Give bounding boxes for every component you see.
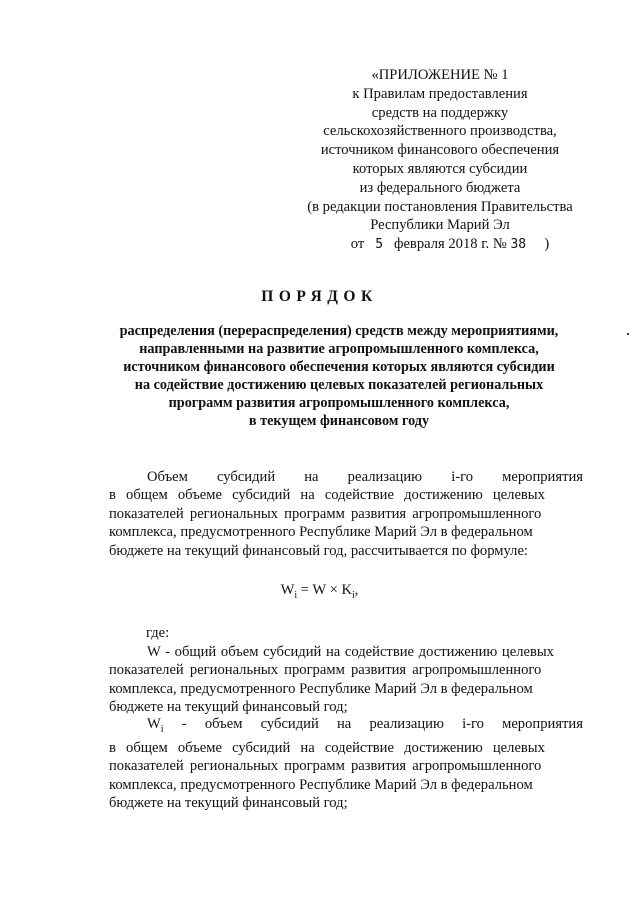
appendix-line: сельскохозяйственного производства, bbox=[323, 123, 557, 140]
formula bbox=[0, 582, 639, 601]
definition-w bbox=[109, 643, 583, 717]
paragraph-line bbox=[109, 468, 583, 486]
paragraph-line: показателей региональных программ развития агропромышленного bbox=[109, 758, 542, 775]
where-label: где: bbox=[146, 625, 170, 641]
date-day: 5 bbox=[375, 237, 384, 253]
appendix-line: из федерального бюджета bbox=[359, 179, 521, 196]
word: реализацию bbox=[369, 716, 444, 732]
paragraph-line: бюджете на текущий финансовый год, рассчитывается по формуле: bbox=[109, 542, 528, 559]
appendix-line: источником финансового обеспечения bbox=[320, 142, 560, 159]
date-close: ) bbox=[544, 236, 550, 253]
formula-rhs-sub: i bbox=[351, 590, 355, 601]
subtitle-line: источником финансового обеспечения которых являются субсидии bbox=[123, 359, 555, 375]
word: Объем bbox=[147, 469, 188, 485]
appendix-line: «ПРИЛОЖЕНИЕ № 1 bbox=[371, 67, 509, 83]
word: i-го bbox=[451, 469, 474, 485]
date-month-year: февраля 2018 г. № bbox=[394, 236, 507, 253]
paragraph-line: бюджете на текущий финансовый год; bbox=[109, 795, 348, 812]
word: - bbox=[181, 716, 187, 732]
date-prefix: от bbox=[350, 236, 365, 253]
paragraph-volume bbox=[109, 468, 583, 560]
paragraph-line: W - общий объем субсидий на содействие достижению целевых bbox=[147, 644, 554, 660]
subtitle-line: в текущем финансовом году bbox=[248, 413, 430, 429]
appendix-line: Республики Марий Эл bbox=[370, 217, 510, 234]
appendix-line: (в редакции постановления Правительства bbox=[307, 198, 573, 215]
paragraph-line: показателей региональных программ развития агропромышленного bbox=[109, 662, 542, 679]
formula-tail: , bbox=[354, 582, 359, 598]
word: на bbox=[336, 716, 352, 732]
paragraph-line: показателей региональных программ развития агропромышленного bbox=[109, 505, 542, 522]
word: мероприятия bbox=[502, 469, 583, 485]
word: реализацию bbox=[347, 469, 423, 485]
word: субсидий bbox=[260, 716, 319, 732]
word: на bbox=[304, 469, 319, 485]
paragraph-line: комплекса, предусмотренного Республике Марий Эл в федеральном bbox=[109, 776, 533, 793]
appendix-header bbox=[300, 66, 580, 255]
appendix-line: средств на поддержку bbox=[371, 104, 509, 121]
subtitle-line: на содействие достижению целевых показателей региональных bbox=[134, 377, 544, 393]
formula-lhs-sub: i bbox=[294, 590, 298, 601]
definition-wi bbox=[109, 715, 583, 813]
subtitle-line: программ развития агропромышленного комплекса, bbox=[168, 395, 510, 411]
document-subtitle bbox=[96, 322, 582, 430]
paragraph-line bbox=[109, 715, 583, 739]
paragraph-line: в общем объеме субсидий на содействие достижению целевых bbox=[109, 740, 545, 756]
paragraph-line: в общем объеме субсидий на содействие достижению целевых bbox=[109, 487, 545, 504]
definition-symbol: $W_i$ bbox=[147, 716, 164, 735]
formula-lhs: W bbox=[280, 582, 295, 598]
appendix-line: к Правилам предоставления bbox=[352, 85, 528, 102]
formula-eq: = W × K bbox=[297, 582, 352, 598]
subtitle-line: распределения (перераспределения) средств между мероприятиями, bbox=[119, 323, 559, 339]
word: субсидий bbox=[216, 469, 276, 485]
paragraph-line: бюджете на текущий финансовый год; bbox=[109, 699, 348, 716]
scan-speck bbox=[627, 333, 629, 335]
appendix-date-line bbox=[300, 235, 580, 255]
appendix-line: которых являются субсидии bbox=[352, 160, 528, 177]
word: i-го bbox=[462, 716, 484, 732]
date-number: 38 bbox=[510, 237, 527, 253]
word: мероприятия bbox=[502, 716, 583, 732]
word: объем bbox=[204, 716, 243, 732]
paragraph-line: комплекса, предусмотренного Республике Марий Эл в федеральном bbox=[109, 680, 533, 697]
document-title: ПОРЯДОК bbox=[261, 288, 378, 305]
subtitle-line: направленными на развитие агропромышленного комплекса, bbox=[139, 341, 539, 357]
paragraph-line: комплекса, предусмотренного Республике Марий Эл в федеральном bbox=[109, 524, 533, 541]
